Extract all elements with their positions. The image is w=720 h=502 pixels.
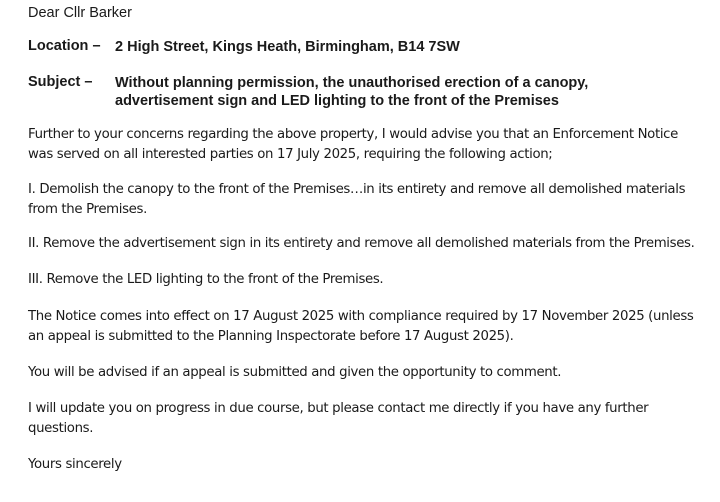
location-value: 2 High Street, Kings Heath, Birmingham, B14 7SW: [115, 39, 460, 55]
location-label: Location –: [28, 38, 101, 54]
paragraph-progress-update: I will update you on progress in due course, but please contact me directly if you have any further questions.: [28, 401, 649, 436]
salutation: Dear Cllr Barker: [28, 5, 132, 21]
subject-heading: [28, 74, 688, 110]
paragraph-effective-date: The Notice comes into effect on 17 August 2025 with compliance required by 17 November 2025 (unless an appeal is submitted to the Planning Inspectorate before 17 August 2025).: [28, 309, 694, 344]
location-heading: [28, 38, 688, 56]
action-item-remove-sign: II. Remove the advertisement sign in its entirety and remove all demolished materials from the Premises.: [28, 236, 695, 251]
paragraph-enforcement-notice: Further to your concerns regarding the above property, I would advise you that an Enforcement Notice was served on all interested parties on 17 July 2025, requiring the following action;: [28, 127, 678, 162]
subject-label: Subject –: [28, 74, 93, 90]
sign-off: Yours sincerely: [28, 457, 122, 472]
action-item-remove-lighting: III. Remove the LED lighting to the front of the Premises.: [28, 272, 384, 287]
subject-value: Without planning permission, the unauthorised erection of a canopy, advertisement sign and LED lighting to the front of the Premises: [115, 75, 589, 109]
paragraph-appeal-notice: You will be advised if an appeal is submitted and given the opportunity to comment.: [28, 365, 562, 380]
action-item-demolish-canopy: I. Demolish the canopy to the front of the Premises…in its entirety and remove all demolished materials from the Premises.: [28, 182, 686, 217]
